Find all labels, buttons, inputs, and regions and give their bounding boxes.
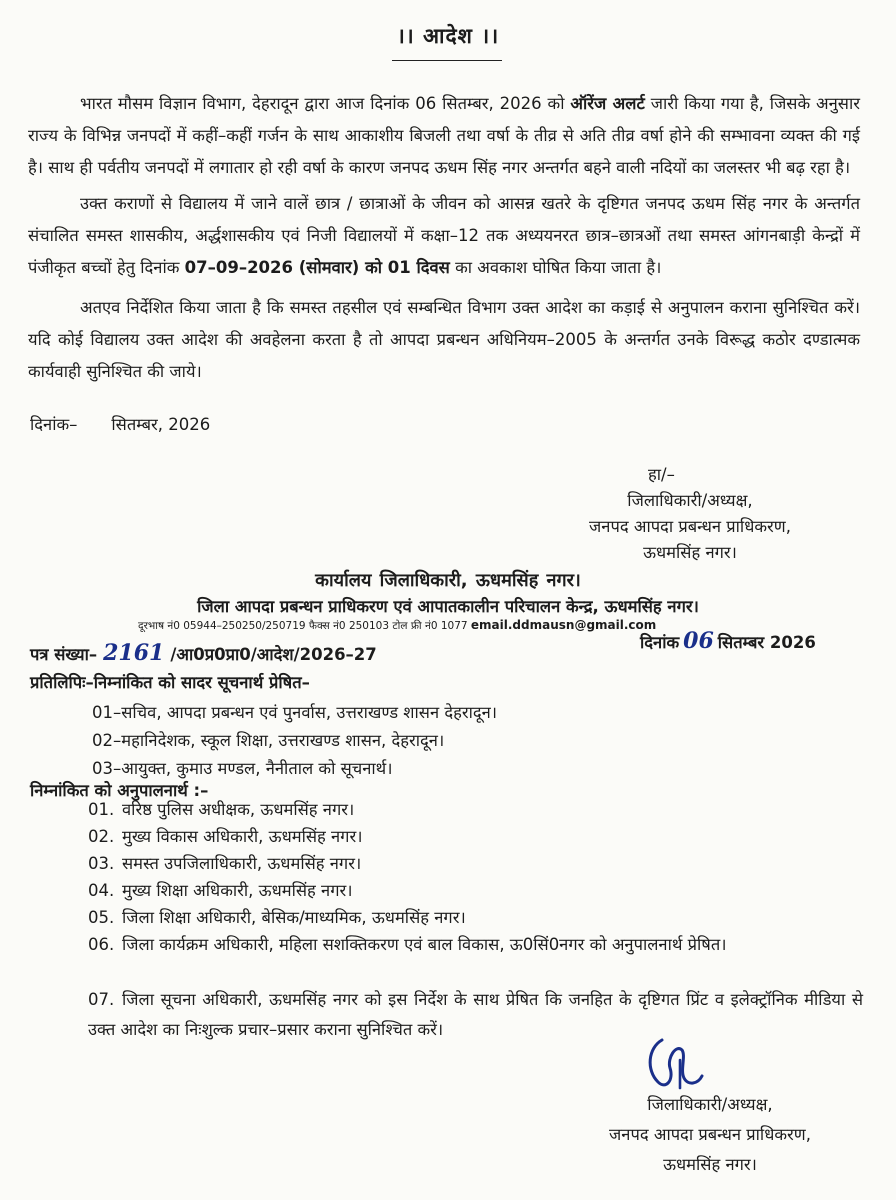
compliance-item-3 — [88, 849, 863, 879]
paragraph-1-text-a: भारत मौसम विज्ञान विभाग, देहरादून द्वारा आज दिनांक 06 सितम्बर, 2026 को — [80, 94, 571, 113]
signatory-top-line-3: जनपद आपदा प्रबन्धन प्राधिकरण, — [589, 517, 791, 536]
compliance-item-2 — [88, 822, 863, 852]
compliance-item-number: 04. — [88, 881, 115, 900]
letter-date — [640, 628, 816, 654]
order-date-line — [30, 412, 210, 435]
paragraph-2-text-a: उक्त कराणों से विद्यालय में जाने वालें छात्र / छात्राओं के जीवन को आसन्न खतरे के दृष्टिगत जनपद ऊधम सिंह नगर के अन्तर्गत संचालित समस्त शासकीय, अर्द्धशासकीय एवं निजी विद्यालयों में कक्षा–12 तक अध्ययनरत छात्र–छात्रओं तथा समस्त आंगनबाड़ी केन्द्रों में पंजीकृत बच्चों हेतु दिनांक — [28, 194, 860, 277]
signatory-top-line-1: हा/– — [648, 465, 675, 484]
paragraph-1-text-b: जारी किया गया है, जिसके अनुसार राज्य के विभिन्न जनपदों में कहीं–कहीं गर्जन के साथ आकाशीय बिजली तथा वर्षा के तीव्र से अति तीव्र वर्षा होने की सम्भावना व्यक्त की गई है। साथ ही पर्वतीय जनपदों में लगातार हो रही वर्षा के कारण जनपद ऊधम सिंह नगर अन्तर्गत बहने वाली नदियों का जलस्तर भी बढ़ रहा है। — [28, 94, 860, 177]
orange-alert-text: ऑरेंज अलर्ट — [570, 94, 645, 113]
contact-email: email.ddmausn@gmail.com — [470, 618, 657, 632]
signatory-top-line-2: जिलाधिकारी/अध्यक्ष, — [627, 491, 753, 510]
paragraph-3-text: अतएव निर्देशित किया जाता है कि समस्त तहसील एवं सम्बन्धित विभाग उक्त आदेश का कड़ाई से अनुपालन कराना सुनिश्चित करें। यदि कोई विद्यालय उक्त आदेश की अवहेलना करता है तो आपदा प्रबन्धन अधिनियम–2005 के अन्तर्गत उनके विरूद्ध कठोर दण्डात्मक कार्यवाही सुनिश्चित की जाये। — [28, 298, 860, 381]
contact-phones: दूरभाष नं0 05944–250250/250719 फैक्स नं0 250103 टोल फ्री नं0 1077 — [138, 620, 471, 632]
compliance-item-text: वरिष्ठ पुलिस अधीक्षक, ऊधमसिंह नगर। — [122, 800, 355, 819]
compliance-item-number: 03. — [88, 854, 115, 873]
paragraph-2-text-b: का अवकाश घोषित किया जाता है। — [449, 258, 662, 277]
compliance-item-7 — [88, 985, 863, 1045]
copy-item-1: 01–सचिव, आपदा प्रबन्धन एवं पुनर्वास, उत्तराखण्ड शासन देहरादून। — [92, 703, 498, 722]
letter-date-suffix: सितम्बर 2026 — [717, 633, 816, 652]
compliance-item-5 — [88, 903, 863, 933]
compliance-item-number: 01. — [88, 800, 115, 819]
compliance-item-text: जिला शिक्षा अधिकारी, बेसिक/माध्यमिक, ऊधमसिंह नगर। — [122, 908, 466, 927]
letter-date-prefix: दिनांक — [640, 633, 680, 652]
compliance-item-number: 07. — [88, 990, 115, 1009]
compliance-item-text: समस्त उपजिलाधिकारी, ऊधमसिंह नगर। — [122, 854, 362, 873]
compliance-item-1 — [88, 795, 863, 825]
letter-date-day: 06 — [683, 628, 714, 654]
copies-heading: प्रतिलिपिः–निम्नांकित को सादर सूचनार्थ प्रेषित– — [30, 673, 310, 692]
compliance-item-6 — [88, 930, 863, 960]
letter-number-line — [30, 640, 377, 666]
letter-number-suffix: /आ0प्र0प्रा0/आदेश/2026–27 — [170, 645, 377, 664]
signatory-bottom-line-1: जिलाधिकारी/अध्यक्ष, — [647, 1095, 773, 1114]
paragraph-1 — [28, 88, 860, 184]
copy-item-2: 02–महानिदेशक, स्कूल शिक्षा, उत्तराखण्ड शासन, देहरादून। — [92, 731, 445, 750]
order-date-label: दिनांक– — [30, 415, 78, 434]
compliance-item-number: 05. — [88, 908, 115, 927]
compliance-item-text: मुख्य विकास अधिकारी, ऊधमसिंह नगर। — [122, 827, 363, 846]
compliance-item-text: जिला कार्यक्रम अधिकारी, महिला सशक्तिकरण एवं बाल विकास, ऊ0सिं0नगर को अनुपालनार्थ प्रेषित। — [122, 935, 727, 954]
compliance-item-text: मुख्य शिक्षा अधिकारी, ऊधमसिंह नगर। — [122, 881, 353, 900]
compliance-item-number: 02. — [88, 827, 115, 846]
paragraph-3 — [28, 292, 860, 388]
compliance-item-text: जिला सूचना अधिकारी, ऊधमसिंह नगर को इस निर्देश के साथ प्रेषित कि जनहित के दृष्टिगत प्रिंट व इलेक्ट्रॉनिक मीडिया से उक्त आदेश का निःशुल्क प्रचार–प्रसार कराना सुनिश्चित करें। — [88, 990, 863, 1039]
office-header: कार्यालय जिलाधिकारी, ऊधमसिंह नगर। — [315, 570, 581, 591]
order-date-value: सितम्बर, 2026 — [111, 415, 211, 434]
copy-item-3: 03–आयुक्त, कुमाउ मण्डल, नैनीताल को सूचनार्थ। — [92, 759, 393, 778]
paragraph-2 — [28, 188, 860, 284]
letter-number-prefix: पत्र संख्या– — [30, 645, 98, 664]
signatory-block-bottom — [560, 1090, 860, 1180]
compliance-item-4 — [88, 876, 863, 906]
order-title: ।। आदेश ।। — [396, 24, 500, 48]
signatory-bottom-line-2: जनपद आपदा प्रबन्धन प्राधिकरण, — [609, 1125, 811, 1144]
title-underline — [392, 60, 502, 61]
contact-line — [138, 618, 656, 633]
center-header: जिला आपदा प्रबन्धन प्राधिकरण एवं आपातकालीन परिचालन केन्द्र, ऊधमसिंह नगर। — [197, 597, 699, 616]
letter-number-handwritten: 2161 — [103, 640, 165, 666]
signatory-block-top — [540, 462, 840, 566]
signatory-top-line-4: ऊधमसिंह नगर। — [643, 543, 737, 562]
holiday-date-text: 07–09–2026 (सोमवार) को 01 दिवस — [184, 258, 450, 277]
compliance-item-number: 06. — [88, 935, 115, 954]
signatory-bottom-line-3: ऊधमसिंह नगर। — [663, 1155, 757, 1174]
compliance-heading: निम्नांकित को अनुपालनार्थ :– — [30, 781, 209, 800]
